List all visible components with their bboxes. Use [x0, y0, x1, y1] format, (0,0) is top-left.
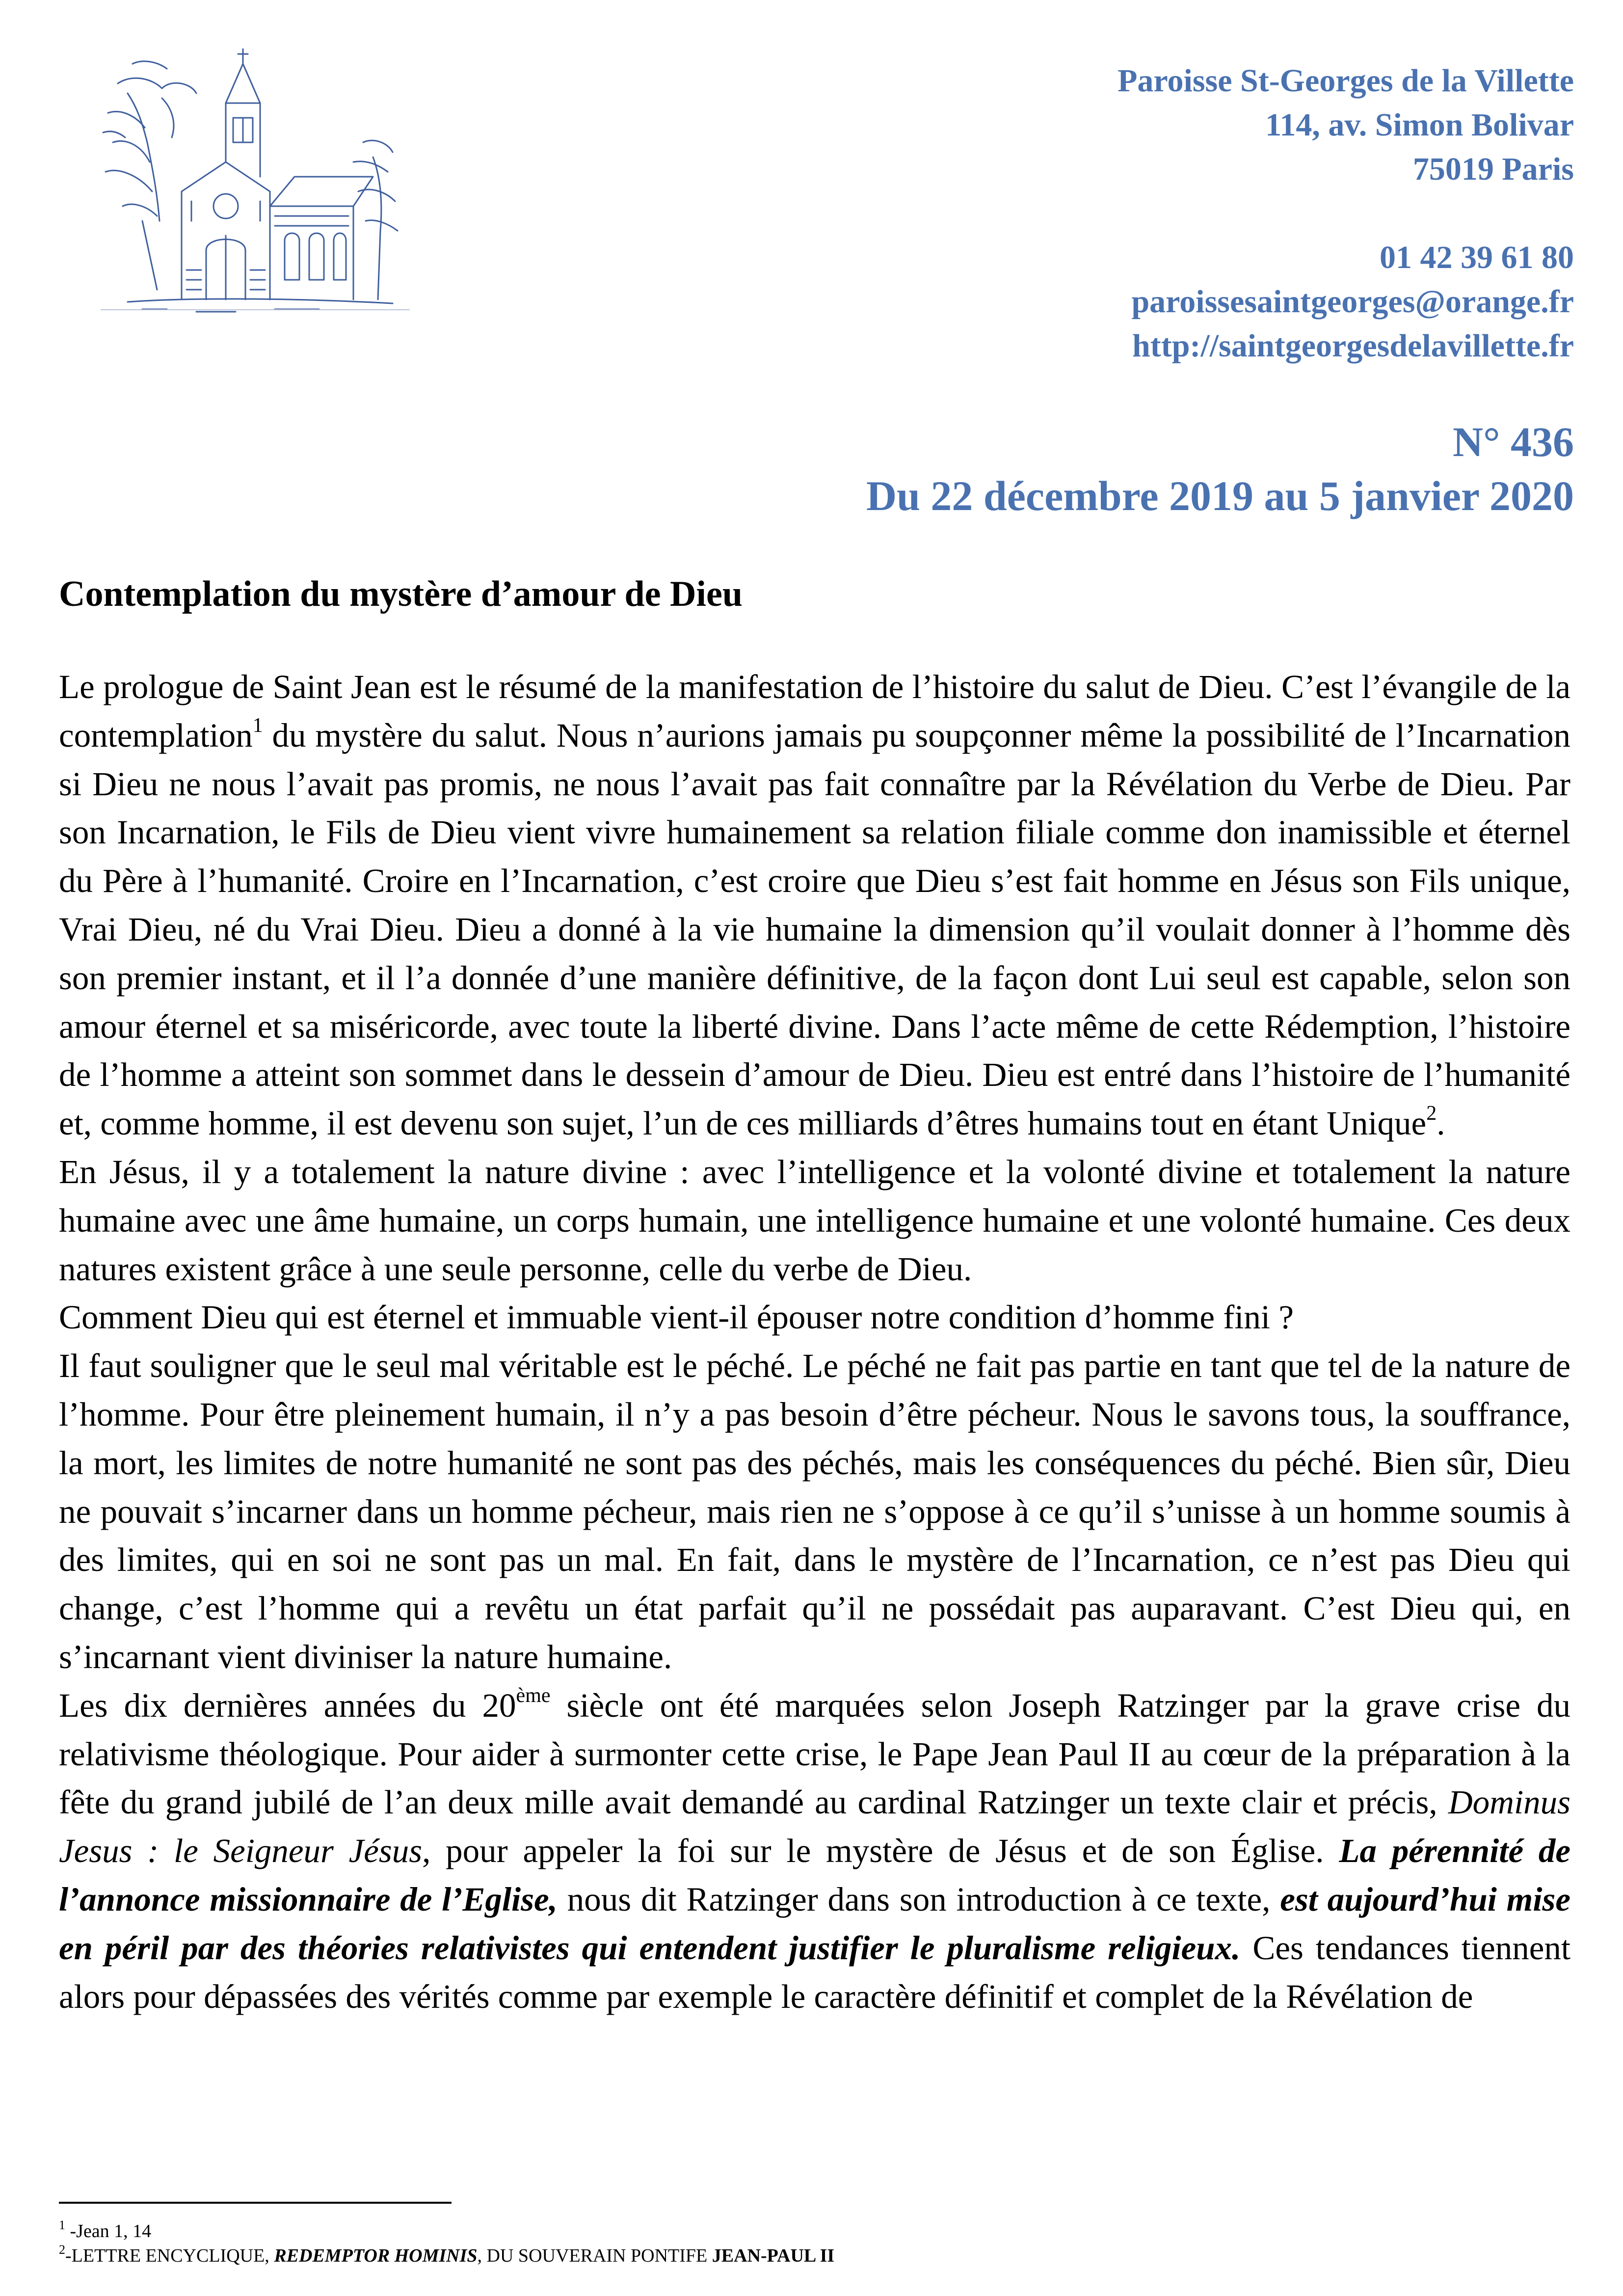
- parish-address-city: 75019 Paris: [1412, 151, 1574, 187]
- footnotes: [59, 2219, 834, 2268]
- parish-address-street: 114, av. Simon Bolivar: [1265, 107, 1574, 143]
- footnote-ref-2[interactable]: 2: [1426, 1102, 1437, 1125]
- article-title: Contemplation du mystère d’amour de Dieu: [59, 574, 743, 614]
- footnote-divider: [59, 2202, 452, 2204]
- logo-divider: [101, 309, 410, 310]
- parish-contact-block: [691, 59, 1574, 368]
- parish-email[interactable]: paroissesaintgeorges@orange.fr: [1131, 284, 1574, 320]
- paragraph-3: Comment Dieu qui est éternel et immuable vient-il épouser notre condition d’homme fini ?: [59, 1298, 1294, 1336]
- quote-emphasis-2: est aujourd’hui mise en péril par des théories relativistes qui entendent justifier le pluralisme religieux.: [59, 1880, 1570, 1967]
- parish-name: Paroisse St-Georges de la Villette: [1117, 63, 1574, 99]
- paragraph-5: Les dix dernières années du 20ème siècle ont été marquées selon Joseph Ratzinger par la grave crise du relativisme théologique. Pour aider à surmonter cette crise, le Pape Jean Paul II au cœur de la préparation à la fête du grand jubilé de l’an deux mille avait demandé au cardinal Ratzinger un texte clair et précis, Dominus Jesus : le Seigneur Jésus, pour appeler la foi sur le mystère de Jésus et de son Église. La pérennité de l’annonce missionnaire de l’Eglise, nous dit Ratzinger dans son introduction à ce texte, est aujourd’hui mise en péril par des théories relativistes qui entendent justifier le pluralisme religieux. Ces tendances tiennent alors pour dépassées des vérités comme par exemple le caractère définitif et complet de la Révélation de: [59, 1684, 1570, 2015]
- footnote-ref-1[interactable]: 1: [252, 714, 263, 737]
- issue-block: [396, 415, 1574, 523]
- superscript-eme: ème: [516, 1684, 551, 1707]
- parish-website[interactable]: http://saintgeorgesdelavillette.fr: [1132, 328, 1574, 364]
- paragraph-1: Le prologue de Saint Jean est le résumé de la manifestation de l’histoire du salut de Dieu. C’est l’évangile de la contemplation$^1$ du mystère du salut. Nous n’aurions jamais pu soupçonner même la possibilité de l’Incarnation si Dieu ne nous l’avait pas promis, ne nous l’avait pas fait connaître par la Révélation du Verbe de Dieu. Par son Incarnation, le Fils de Dieu vient vivre humainement sa relation filiale comme don inamissible et éternel du Père à l’humanité. Croire en l’Incarnation, c’est croire que Dieu s’est fait homme en Jésus son Fils unique, Vrai Dieu, né du Vrai Dieu. Dieu a donné à la vie humaine la dimension qu’il voulait donner à l’homme dès son premier instant, et il l’a donnée d’une manière définitive, de la façon dont Lui seul est capable, selon son amour éternel et sa miséricorde, avec toute la liberté divine. Dans l’acte même de cette Rédemption, l’histoire de l’homme a atteint son sommet dans le dessein d’amour de Dieu. Dieu est entré dans l’histoire de l’humanité et, comme homme, il est devenu son sujet, l’un de ces milliards d’êtres humains tout en étant Unique$^2$.: [59, 668, 1570, 1142]
- article-body: [59, 663, 1570, 2021]
- issue-number: N° 436: [1453, 418, 1574, 465]
- footnote-1: $^1$ -Jean 1, 14: [59, 2218, 152, 2242]
- parish-phone: 01 42 39 61 80: [1380, 240, 1574, 275]
- issue-dates: Du 22 décembre 2019 au 5 janvier 2020: [866, 472, 1574, 519]
- church-sketch-icon: [98, 44, 402, 319]
- footnote-2: $^2$-LETTRE ENCYCLIQUE, REDEMPTOR HOMINIS, DU SOUVERAIN PONTIFE JEAN-PAUL II: [59, 2242, 835, 2266]
- paragraph-4: Il faut souligner que le seul mal véritable est le péché. Le péché ne fait pas partie en tant que tel de la nature de l’homme. Pour être pleinement humain, il n’y a pas besoin d’être pécheur. Nous le savons tous, la souffrance, la mort, les limites de notre humanité ne sont pas des péchés, mais les conséquences du péché. Bien sûr, Dieu ne pouvait s’incarner dans un homme pécheur, mais rien ne s’oppose à ce qu’il s’unisse à un homme soumis à des limites, qui en soi ne sont pas un mal. En fait, dans le mystère de l’Incarnation, ce n’est pas Dieu qui change, c’est l’homme qui a revêtu un état parfait qu’il ne possédait pas auparavant. C’est Dieu qui, en s’incarnant vient diviniser la nature humaine.: [59, 1347, 1570, 1675]
- paragraph-2: En Jésus, il y a totalement la nature divine : avec l’intelligence et la volonté divine et totalement la nature humaine avec une âme humaine, un corps humain, une intelligence humaine et une volonté humaine. Ces deux natures existent grâce à une seule personne, celle du verbe de Dieu.: [59, 1153, 1570, 1288]
- quote-emphasis-1: La pérennité de l’annonce missionnaire de l’Eglise,: [59, 1832, 1570, 1918]
- dominus-jesus-title: Dominus Jesus : le Seigneur Jésus: [59, 1783, 1570, 1870]
